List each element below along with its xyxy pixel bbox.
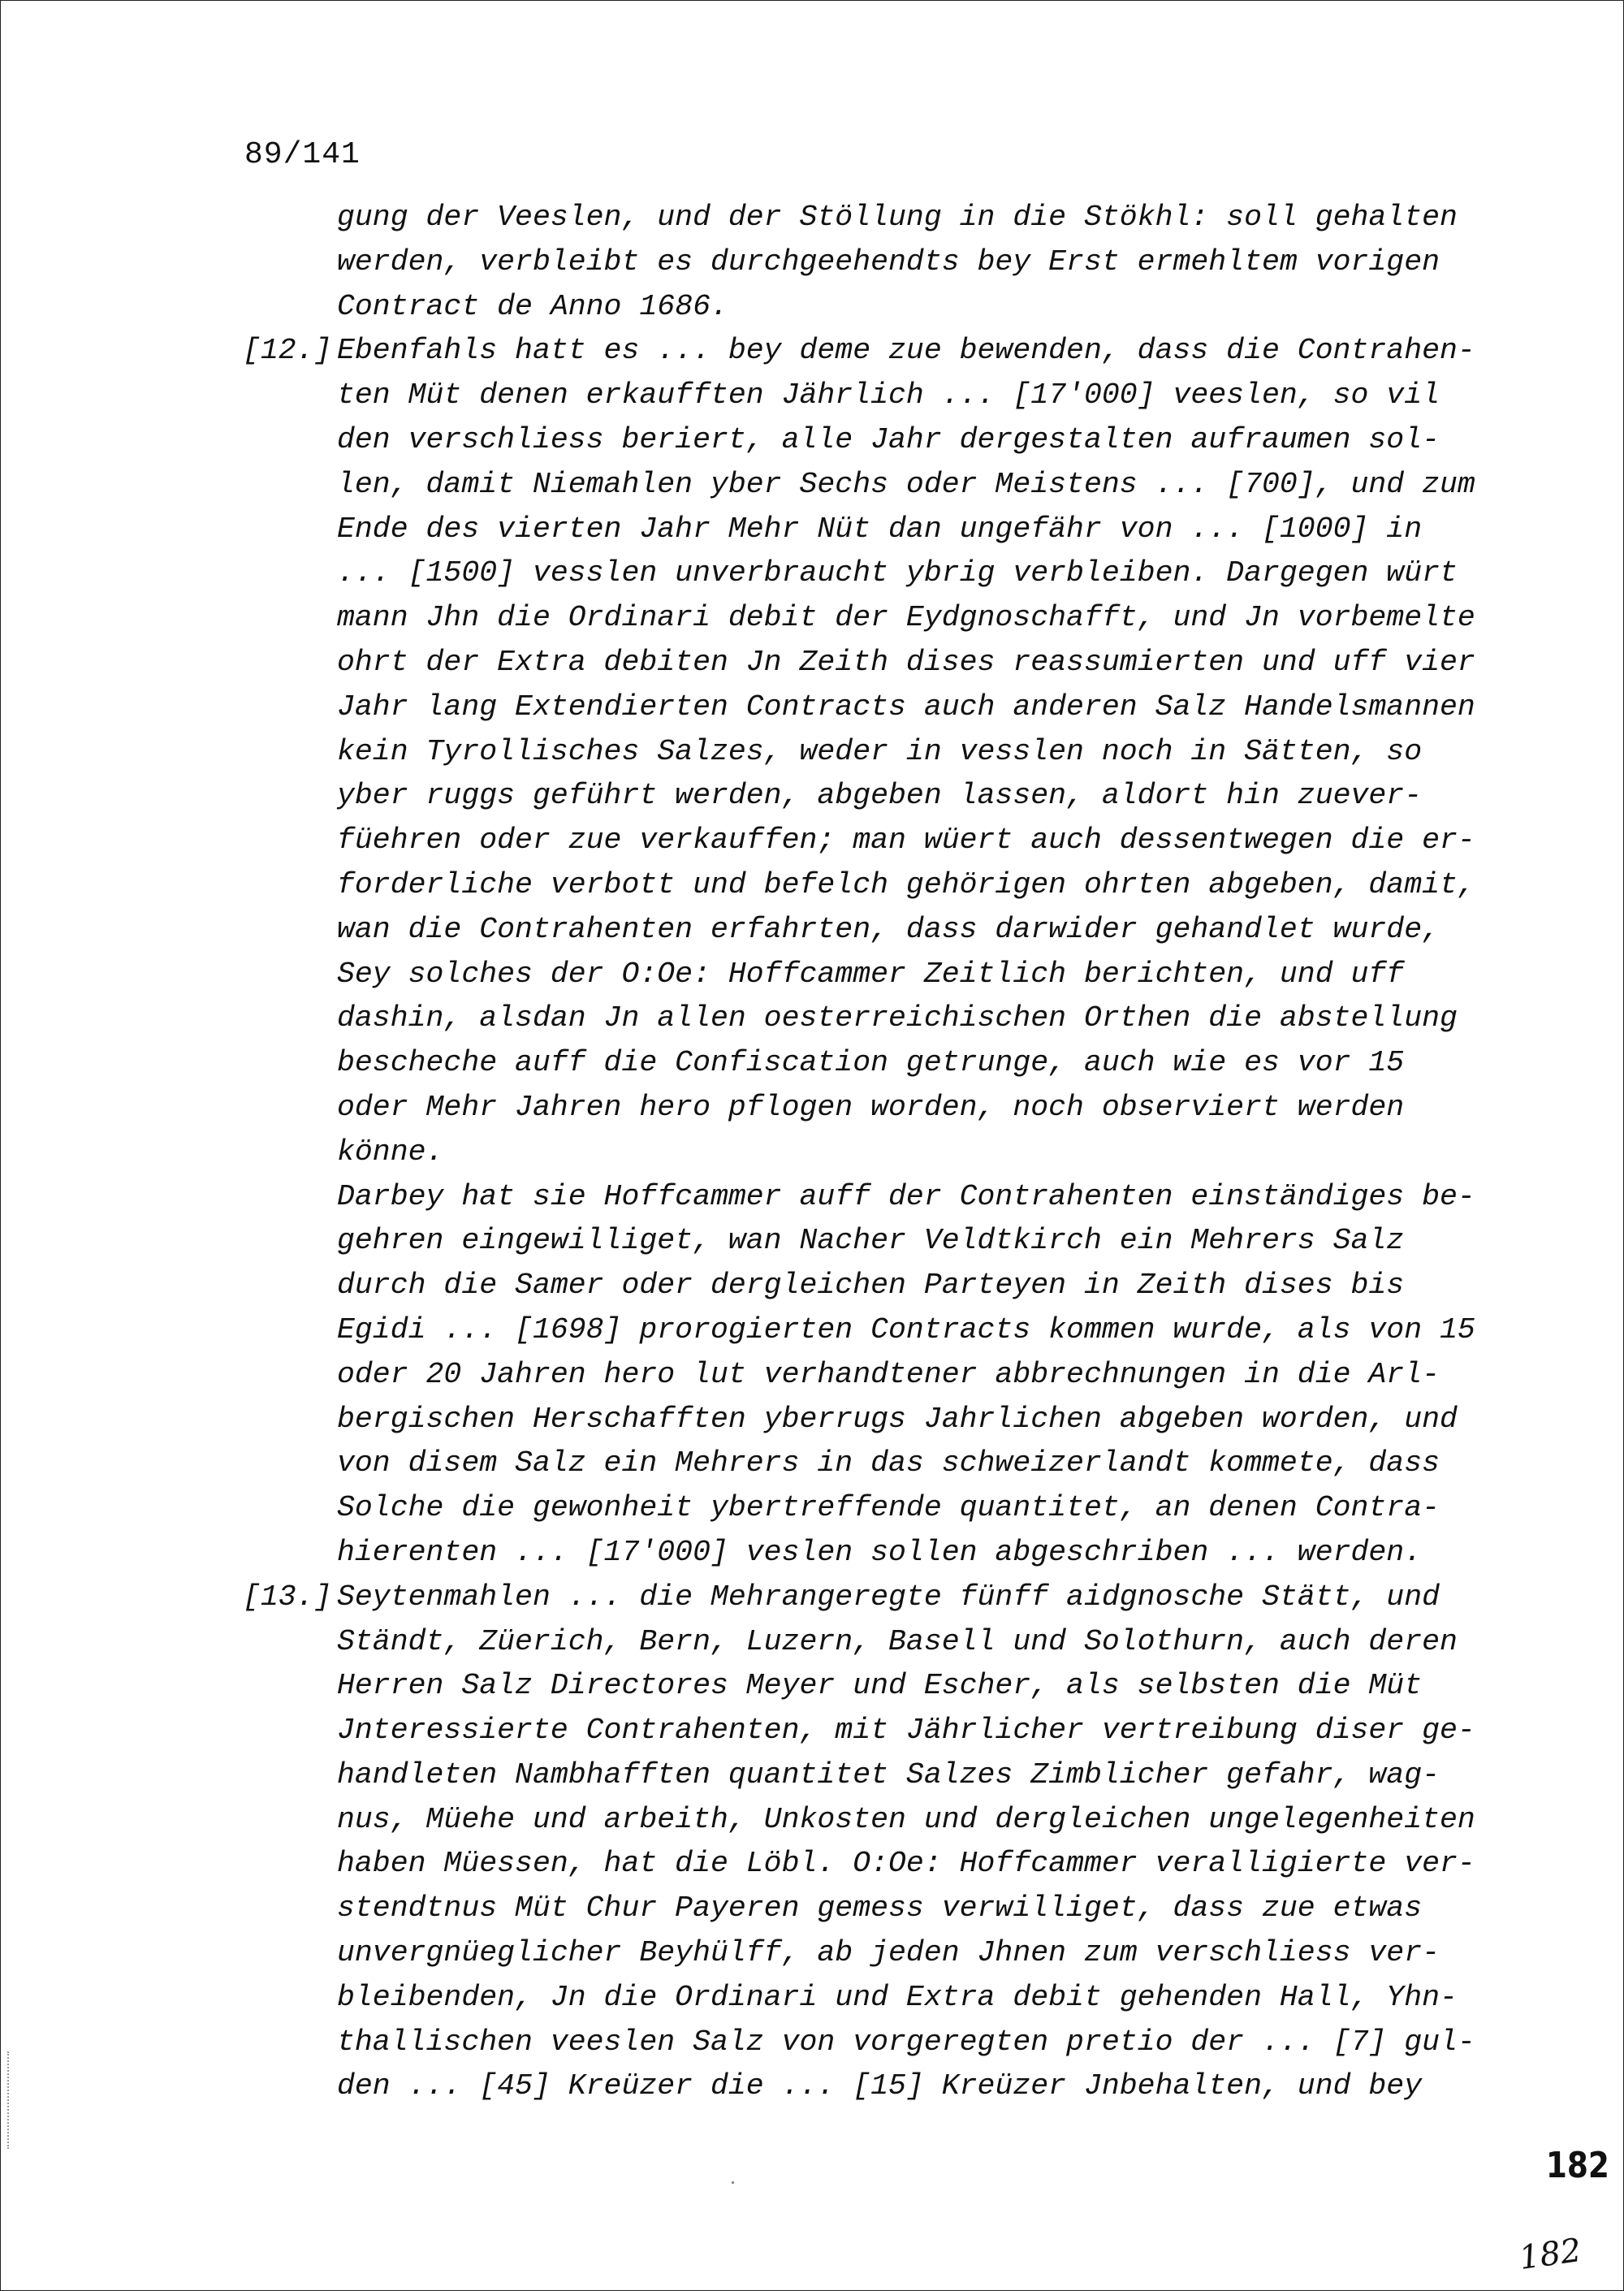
text-line (337, 1976, 1490, 2021)
text-line (337, 1842, 1490, 1887)
line-text: den verschliess beriert, alle Jahr dergestalten aufraumen sol- (337, 422, 1440, 456)
text-line (337, 641, 1490, 685)
paragraph-number: [12.] (243, 334, 332, 368)
line-text: thallischen veeslen Salz von vorgeregten pretio der ... [7] gul- (337, 2025, 1475, 2059)
text-line (337, 774, 1490, 819)
scan-margin-artifact (7, 2051, 11, 2149)
text-line (337, 1041, 1490, 1086)
text-line (337, 1620, 1490, 1665)
line-text: Herren Salz Directores Meyer und Escher, als selbsten die Müt (337, 1669, 1423, 1703)
text-line (337, 1531, 1490, 1576)
line-text: unvergnüeglicher Beyhülff, ab jeden Jhnen zum verschliess ver- (337, 1936, 1440, 1970)
line-text: bleibenden, Jn die Ordinari und Extra debit gehenden Hall, Yhn- (337, 1980, 1458, 2014)
text-line (337, 1264, 1490, 1308)
line-text: Seytenmahlen ... die Mehrangeregte fünff aidgnosche Stätt, und (337, 1580, 1440, 1614)
text-line (337, 374, 1490, 418)
text-line (243, 1576, 1490, 1620)
text-line (337, 240, 1490, 285)
text-line (337, 1353, 1490, 1398)
text-line (337, 596, 1490, 641)
line-text: mann Jhn die Ordinari debit der Eydgnoschafft, und Jn vorbemelte (337, 601, 1475, 635)
line-text: von disem Salz ein Mehrers in das schweizerlandt kommete, dass (337, 1446, 1440, 1481)
line-text: gung der Veeslen, und der Stöllung in die Stökhl: soll gehalten (337, 201, 1458, 234)
text-line (337, 685, 1490, 730)
paragraph-number: [13.] (243, 1580, 332, 1614)
line-text: Ständt, Züerich, Bern, Luzern, Basell und Solothurn, auch deren (337, 1624, 1458, 1658)
line-text: werden, verbleibt es durchgeehendts bey Erst ermehltem vorigen (337, 244, 1440, 279)
line-text: yber ruggs geführt werden, abgeben lassen, aldort hin zuever- (337, 779, 1423, 813)
line-text: füehren oder zue verkauffen; man wüert auch dessentwegen die er- (337, 823, 1475, 858)
text-line (337, 1442, 1490, 1486)
line-text: bergischen Herschafften yberrugs Jahrlichen abgeben worden, und (337, 1402, 1458, 1436)
scan-speck (732, 2181, 734, 2184)
handwritten-page-number: 182 (1517, 2231, 1584, 2278)
text-line (337, 1887, 1490, 1931)
line-text: wan die Contrahenten erfahrten, dass darwider gehandlet wurde, (337, 912, 1440, 946)
line-text: den ... [45] Kreüzer die ... [15] Kreüzer Jnbehalten, und bey (337, 2069, 1423, 2103)
text-line (337, 1486, 1490, 1531)
text-line (337, 908, 1490, 953)
line-text: handleten Nambhafften quantitet Salzes Zimblicher gefahr, wag- (337, 1757, 1440, 1792)
line-text: Ende des vierten Jahr Mehr Nüt dan ungefähr von ... [1000] in (337, 512, 1423, 546)
text-line (337, 1798, 1490, 1843)
line-text: ... [1500] vesslen unverbraucht ybrig verbleiben. Dargegen würt (337, 556, 1458, 590)
text-line (337, 819, 1490, 863)
line-text: kein Tyrollisches Salzes, weder in vesslen noch in Sätten, so (337, 734, 1423, 768)
line-text: dashin, alsdan Jn allen oesterreichischen Orthen die abstellung (337, 1001, 1458, 1035)
line-text: ten Müt denen erkaufften Jährlich ... [17'000] veeslen, so vil (337, 378, 1440, 413)
line-text: oder 20 Jahren hero lut verhandtener abbrechnungen in die Arl- (337, 1357, 1440, 1391)
text-line (337, 1753, 1490, 1798)
text-line (337, 953, 1490, 997)
text-line (337, 463, 1490, 508)
text-line (337, 508, 1490, 552)
text-line (337, 285, 1490, 330)
line-text: Jnteressierte Contrahenten, mit Jährlicher vertreibung diser ge- (337, 1714, 1475, 1748)
text-line (337, 996, 1490, 1041)
line-text: stendtnus Müt Chur Payeren gemess verwilliget, dass zue etwas (337, 1891, 1423, 1926)
line-text: Jahr lang Extendierten Contracts auch anderen Salz Handelsmannen (337, 689, 1475, 724)
text-line (337, 1219, 1490, 1264)
text-line (337, 2021, 1490, 2065)
line-text: könne. (337, 1135, 444, 1169)
text-line (337, 1308, 1490, 1353)
line-text: Solche die gewonheit ybertreffende quantitet, an denen Contra- (337, 1491, 1440, 1525)
text-line (337, 1086, 1490, 1130)
text-line (337, 418, 1490, 463)
text-line (337, 196, 1490, 240)
text-line (337, 1709, 1490, 1753)
line-text: Sey solches der O:Oe: Hoffcammer Zeitlich berichten, und uff (337, 957, 1405, 991)
line-text: nus, Müehe und arbeith, Unkosten und dergleichen ungelegenheiten (337, 1802, 1475, 1836)
text-line (337, 1664, 1490, 1709)
text-line (337, 1130, 1490, 1175)
line-text: haben Müessen, hat die Löbl. O:Oe: Hoffcammer veralligierte ver- (337, 1847, 1475, 1881)
text-line (243, 329, 1490, 374)
text-line (337, 1175, 1490, 1220)
page-header: 89/141 (244, 137, 361, 172)
line-text: forderliche verbott und befelch gehörigen ohrten abgeben, damit, (337, 867, 1475, 901)
page-stamp-number: 182 (1545, 2145, 1609, 2186)
line-text: len, damit Niemahlen yber Sechs oder Meistens ... [700], und zum (337, 467, 1475, 501)
text-line (337, 2064, 1490, 2109)
line-text: Contract de Anno 1686. (337, 289, 728, 323)
line-text: oder Mehr Jahren hero pflogen worden, noch observiert werden (337, 1090, 1405, 1124)
line-text: Egidi ... [1698] prorogierten Contracts kommen wurde, als von 15 (337, 1312, 1475, 1347)
text-line (337, 551, 1490, 596)
line-text: ohrt der Extra debiten Jn Zeith dises reassumierten und uff vier (337, 645, 1475, 679)
line-text: bescheche auff die Confiscation getrunge, auch wie es vor 15 (337, 1046, 1405, 1080)
line-text: hierenten ... [17'000] veslen sollen abgeschriben ... werden. (337, 1535, 1423, 1569)
text-line (337, 1398, 1490, 1442)
line-text: gehren eingewilliget, wan Nacher Veldtkirch ein Mehrers Salz (337, 1224, 1405, 1258)
text-line (337, 863, 1490, 908)
line-text: Ebenfahls hatt es ... bey deme zue bewenden, dass die Contrahen- (337, 334, 1475, 368)
line-text: durch die Samer oder dergleichen Parteyen in Zeith dises bis (337, 1269, 1405, 1303)
text-line (337, 730, 1490, 775)
line-text: Darbey hat sie Hoffcammer auff der Contrahenten einständiges be- (337, 1179, 1475, 1213)
document-body (243, 196, 1490, 2109)
text-line (337, 1931, 1490, 1976)
